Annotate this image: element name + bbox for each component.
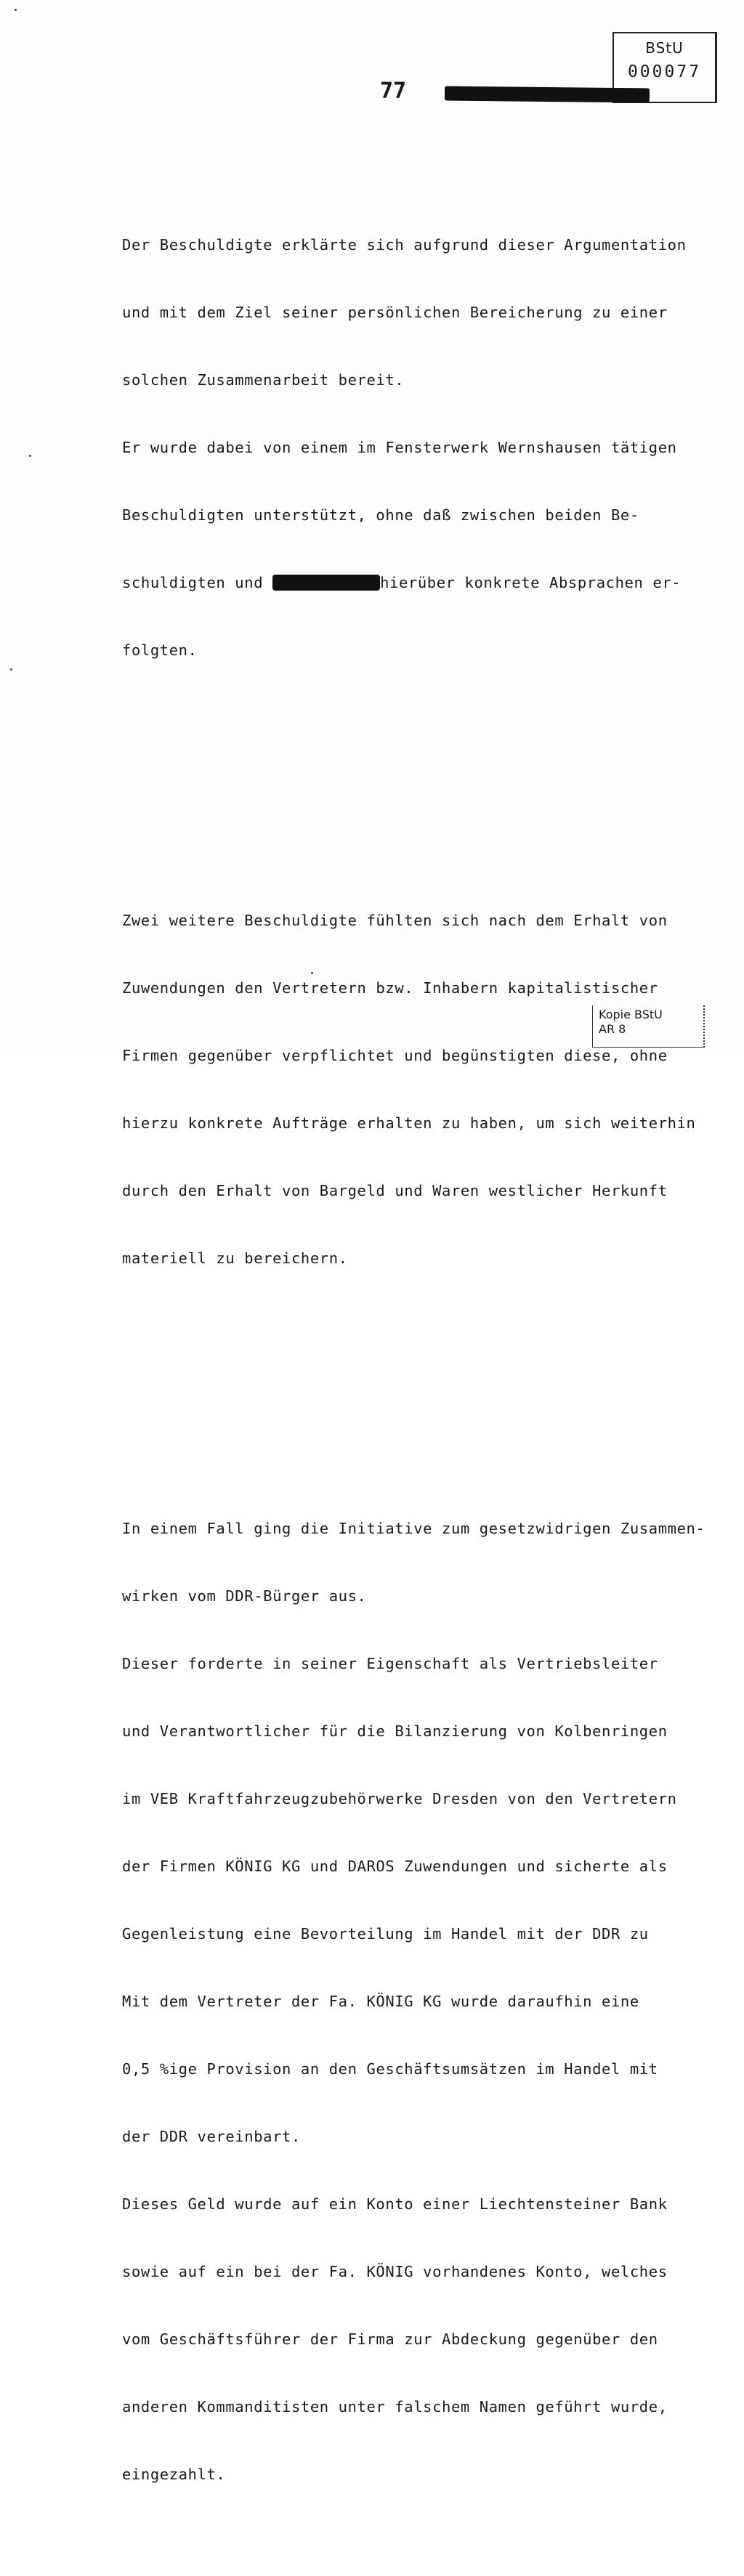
scan-speck bbox=[10, 668, 12, 671]
text-line: im VEB Kraftfahrzeugzubehörwerke Dresden von den Vertretern bbox=[122, 1790, 677, 1807]
text-line: durch den Erhalt von Bargeld und Waren westlicher Herkunft bbox=[122, 1182, 668, 1199]
text-line: Gegenleistung eine Bevorteilung im Handel mit der DDR zu bbox=[122, 1925, 649, 1943]
text-fragment: hierüber konkrete Absprachen er- bbox=[380, 574, 682, 591]
text-line: vom Geschäftsführer der Firma zur Abdeckung gegenüber den bbox=[122, 2330, 658, 2348]
text-line: der Firmen KÖNIG KG und DAROS Zuwendungen und sicherte als bbox=[122, 1858, 668, 1875]
text-line: Dieses Geld wurde auf ein Konto einer Liechtensteiner Bank bbox=[122, 2195, 668, 2213]
text-line: solchen Zusammenarbeit bereit. bbox=[122, 371, 405, 389]
text-line: eingezahlt. bbox=[122, 2466, 226, 2483]
paragraph-1 bbox=[122, 189, 703, 707]
text-line: und mit dem Ziel seiner persönlichen Bereicherung zu einer bbox=[122, 304, 668, 321]
text-line-redacted bbox=[122, 572, 703, 594]
text-line: folgten. bbox=[122, 641, 198, 659]
text-line: Zwei weitere Beschuldigte fühlten sich nach dem Erhalt von bbox=[122, 912, 668, 929]
page-number: 77 bbox=[380, 78, 407, 104]
copy-stamp-line: AR 8 bbox=[599, 1022, 626, 1036]
scan-speck bbox=[311, 972, 313, 974]
copy-stamp-line: Kopie BStU bbox=[599, 1008, 663, 1021]
text-line: sowie auf ein bei der Fa. KÖNIG vorhandenes Konto, welches bbox=[122, 2263, 668, 2280]
text-line: Beschuldigten unterstützt, ohne daß zwischen beiden Be- bbox=[122, 506, 639, 524]
copy-stamp bbox=[592, 1005, 705, 1048]
scan-speck bbox=[29, 455, 31, 457]
text-line: Zuwendungen den Vertretern bzw. Inhabern kapitalistischer bbox=[122, 979, 658, 997]
document-body bbox=[122, 144, 703, 2576]
text-line: materiell zu bereichern. bbox=[122, 1249, 348, 1267]
text-line: 0,5 %ige Provision an den Geschäftsumsätzen im Handel mit bbox=[122, 2060, 658, 2078]
redaction-bar bbox=[445, 86, 650, 103]
text-line: anderen Kommanditisten unter falschem Namen geführt wurde, bbox=[122, 2398, 668, 2415]
text-fragment: schuldigten und bbox=[122, 574, 273, 591]
stamp-label: BStU bbox=[645, 39, 684, 57]
text-line: Firmen gegenüber verpflichtet und begünstigten diese, ohne bbox=[122, 1047, 668, 1064]
text-line: Mit dem Vertreter der Fa. KÖNIG KG wurde daraufhin eine bbox=[122, 1993, 639, 2010]
text-line: hierzu konkrete Aufträge erhalten zu haben, um sich weiterhin bbox=[122, 1114, 696, 1132]
text-line: Dieser forderte in seiner Eigenschaft als Vertriebsleiter bbox=[122, 1655, 658, 1672]
paragraph-3 bbox=[122, 1473, 703, 2531]
scan-speck bbox=[15, 9, 17, 11]
text-line: der DDR vereinbart. bbox=[122, 2128, 301, 2145]
text-line: Der Beschuldigte erklärte sich aufgrund dieser Argumentation bbox=[122, 236, 687, 254]
text-line: wirken vom DDR-Bürger aus. bbox=[122, 1587, 367, 1605]
paragraph-2 bbox=[122, 864, 703, 1315]
text-line: Er wurde dabei von einem im Fensterwerk Wernshausen tätigen bbox=[122, 439, 677, 456]
stamp-number: 000077 bbox=[627, 62, 702, 81]
redaction-inline bbox=[272, 575, 380, 591]
text-line: und Verantwortlicher für die Bilanzierung von Kolbenringen bbox=[122, 1722, 668, 1740]
text-line: In einem Fall ging die Initiative zum gesetzwidrigen Zusammen- bbox=[122, 1520, 705, 1537]
